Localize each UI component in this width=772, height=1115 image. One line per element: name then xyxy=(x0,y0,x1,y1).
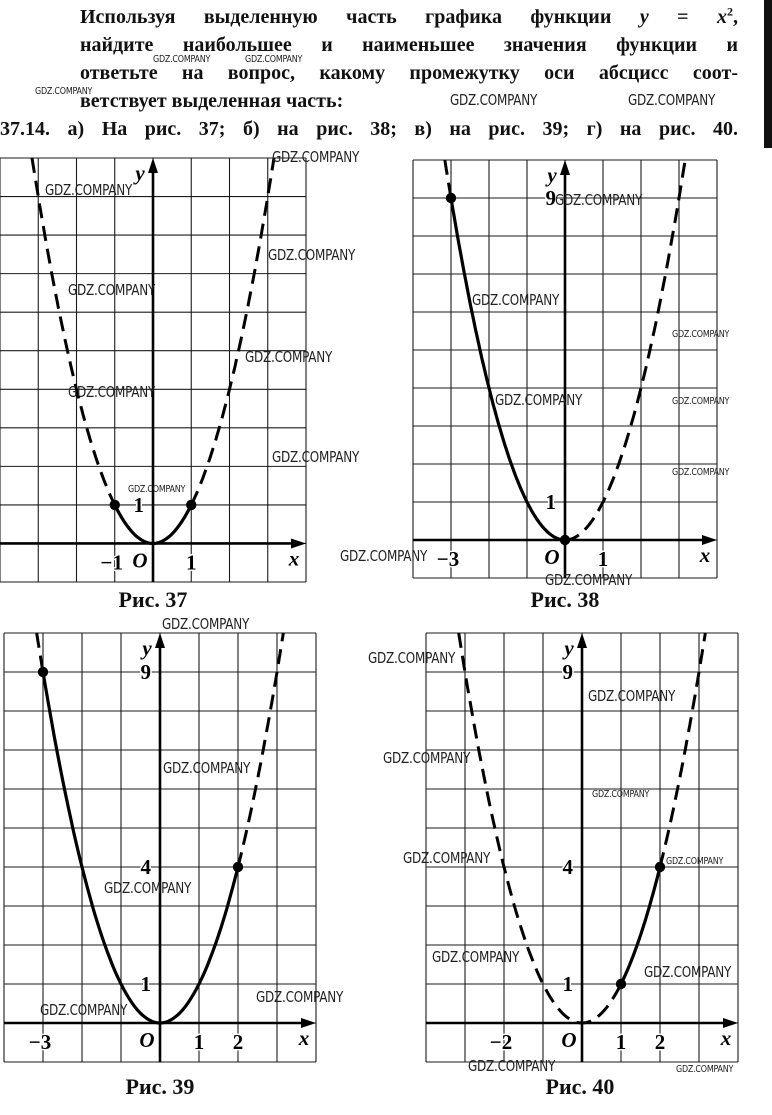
watermark-text: GDZ.COMPANY xyxy=(672,329,730,340)
plot-1 xyxy=(413,160,717,578)
watermark-text: GDZ.COMPANY xyxy=(672,396,730,407)
marked-point xyxy=(233,862,243,872)
watermark-text: GDZ.COMPANY xyxy=(644,963,732,981)
watermark-text: GDZ.COMPANY xyxy=(592,789,650,800)
watermark-text: GDZ.COMPANY xyxy=(555,191,643,209)
curve-dashed-left xyxy=(445,160,451,198)
watermark-text: GDZ.COMPANY xyxy=(68,383,156,401)
origin-label: O xyxy=(139,1028,155,1052)
figure-caption-37: Рис. 37 xyxy=(118,587,188,612)
watermark-text: GDZ.COMPANY xyxy=(35,86,93,97)
watermark-text: GDZ.COMPANY xyxy=(162,615,250,633)
watermark-text: GDZ.COMPANY xyxy=(268,246,356,264)
curve-dashed-right xyxy=(191,158,274,505)
watermark-text: GDZ.COMPANY xyxy=(628,91,716,109)
watermark-text: GDZ.COMPANY xyxy=(340,547,428,565)
x-axis-label: x xyxy=(720,1026,732,1050)
x-tick-label: 1 xyxy=(615,1030,627,1054)
watermark-text: GDZ.COMPANY xyxy=(104,879,192,897)
watermark-text: GDZ.COMPANY xyxy=(272,148,360,166)
y-axis-label: y xyxy=(142,636,152,660)
x-tick-label: 1 xyxy=(186,550,197,575)
y-axis-arrow xyxy=(155,633,165,648)
problem-punctuation: , xyxy=(733,6,738,28)
y-tick-label: 9 xyxy=(140,660,151,684)
marked-point xyxy=(110,500,120,510)
y-tick-label: 4 xyxy=(562,855,573,879)
formula-exponent: 2 xyxy=(727,4,733,19)
x-axis-label: x xyxy=(699,543,711,567)
task-number: 37.14. xyxy=(0,118,50,140)
plot-3 xyxy=(426,633,738,1062)
watermark-text: GDZ.COMPANY xyxy=(40,1001,128,1019)
x-tick-label: −1 xyxy=(100,550,123,575)
origin-label: O xyxy=(544,545,560,569)
watermark-text: GDZ.COMPANY xyxy=(245,54,303,65)
origin-label: O xyxy=(561,1028,577,1052)
watermark-text: GDZ.COMPANY xyxy=(163,759,251,777)
y-tick-label: 9 xyxy=(545,186,556,210)
watermark-text: GDZ.COMPANY xyxy=(676,1064,734,1075)
watermark-text: GDZ.COMPANY xyxy=(153,54,211,65)
formula-var-x: x xyxy=(717,6,727,28)
watermark-text: GDZ.COMPANY xyxy=(45,181,133,199)
y-axis-label: y xyxy=(135,161,145,185)
marked-point xyxy=(560,535,570,545)
marked-point xyxy=(616,979,626,989)
formula-var-y: y xyxy=(639,6,649,28)
watermark-text: GDZ.COMPANY xyxy=(450,91,538,109)
x-tick-label: 1 xyxy=(193,1030,205,1054)
task-text: а) На рис. 37; б) на рис. 38; в) на рис. 39; г) на рис. 40. xyxy=(50,118,738,140)
x-axis-label: x xyxy=(288,546,300,571)
formula-equals: = xyxy=(648,6,717,28)
marked-point xyxy=(655,862,665,872)
curve-dashed-left xyxy=(32,158,115,505)
watermark-text: GDZ.COMPANY xyxy=(672,467,730,478)
x-tick-label: −3 xyxy=(28,1030,52,1054)
problem-line-2: найдите наибольшее и наименьшее значения функции и xyxy=(80,34,738,56)
x-axis-label: x xyxy=(298,1026,310,1050)
y-axis-arrow xyxy=(577,633,587,648)
y-axis-arrow xyxy=(148,158,158,173)
figure-caption-38: Рис. 38 xyxy=(530,587,600,612)
watermark-text: GDZ.COMPANY xyxy=(256,988,344,1006)
x-tick-label: −2 xyxy=(489,1030,513,1054)
plot-0 xyxy=(0,158,306,582)
watermark-text: GDZ.COMPANY xyxy=(245,348,333,366)
watermark-text: GDZ.COMPANY xyxy=(368,649,456,667)
y-axis-label: y xyxy=(564,636,574,660)
curve-dashed-left xyxy=(37,633,43,672)
watermark-text: GDZ.COMPANY xyxy=(128,484,186,495)
marked-point xyxy=(38,667,48,677)
x-tick-label: −3 xyxy=(436,547,460,571)
marked-point xyxy=(186,500,196,510)
figure-caption-39: Рис. 39 xyxy=(125,1074,195,1099)
curve-highlighted xyxy=(451,198,565,540)
watermark-text: GDZ.COMPANY xyxy=(432,948,520,966)
watermark-text: GDZ.COMPANY xyxy=(495,391,583,409)
watermark-text: GDZ.COMPANY xyxy=(272,448,360,466)
origin-label: O xyxy=(132,548,148,573)
x-tick-label: 2 xyxy=(232,1030,244,1054)
figure-caption-40: Рис. 40 xyxy=(545,1074,615,1099)
y-axis-arrow xyxy=(560,160,570,175)
y-tick-label: 1 xyxy=(133,492,144,517)
watermark-text: GDZ.COMPANY xyxy=(403,849,491,867)
problem-text: Используя выделенную часть графика функции xyxy=(80,6,640,28)
y-tick-label: 1 xyxy=(545,490,556,514)
marked-point xyxy=(446,193,456,203)
watermark-text: GDZ.COMPANY xyxy=(68,281,156,299)
x-tick-label: 2 xyxy=(654,1030,666,1054)
y-tick-label: 1 xyxy=(562,972,573,996)
y-tick-label: 9 xyxy=(562,660,573,684)
watermark-text: GDZ.COMPANY xyxy=(383,749,471,767)
y-axis-label: y xyxy=(547,163,557,187)
watermark-text: GDZ.COMPANY xyxy=(666,856,724,867)
problem-line-4: ветствует выделенная часть: xyxy=(80,90,344,112)
y-tick-label: 4 xyxy=(140,855,151,879)
watermark-text: GDZ.COMPANY xyxy=(588,687,676,705)
watermark-text: GDZ.COMPANY xyxy=(472,291,560,309)
problem-line-3: ответьте на вопрос, какому промежутку оси абсцисс соот- xyxy=(80,62,738,84)
y-tick-label: 1 xyxy=(140,972,151,996)
curve-highlighted xyxy=(43,672,238,1023)
x-tick-label: 1 xyxy=(597,547,609,571)
watermark-text: GDZ.COMPANY xyxy=(468,1057,556,1075)
watermark-text: GDZ.COMPANY xyxy=(545,571,633,589)
